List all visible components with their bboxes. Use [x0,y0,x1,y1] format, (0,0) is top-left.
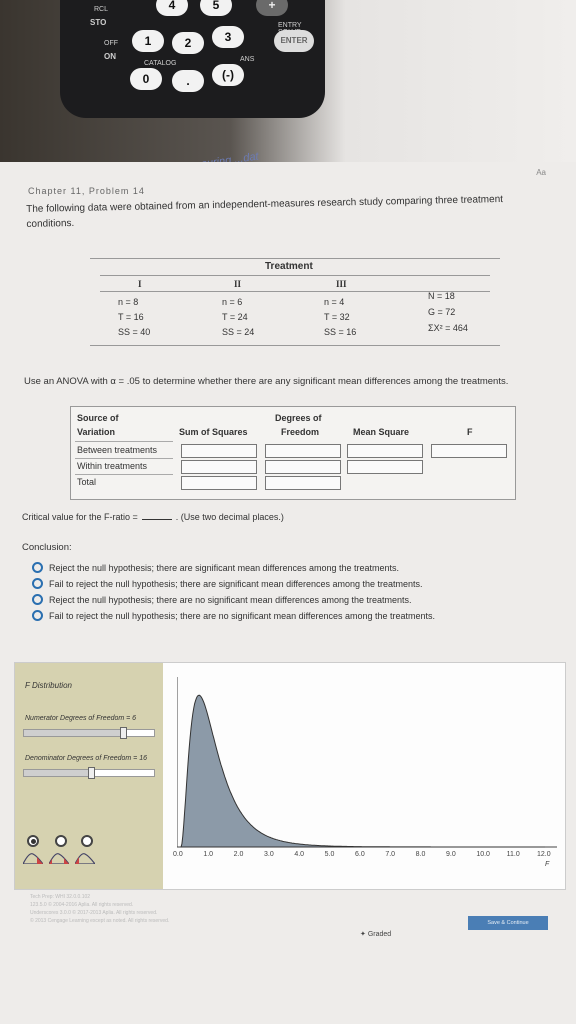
header-df-line2: Freedom [281,427,320,437]
option-text: Fail to reject the null hypothesis; there are significant mean differences among the treatments. [49,579,423,589]
row-within-label: Within treatments [77,461,148,471]
slider-fill [24,770,91,776]
total-sx2: ΣX² = 464 [428,323,468,333]
copyright-line-4: © 2013 Cengage Learning except as noted. All rights reserved. [30,918,170,924]
col3-n: n = 4 [324,297,345,307]
within-ss-input[interactable] [181,460,257,474]
calc-key-5: 5 [200,0,232,16]
left-tail-icon [75,852,95,864]
radio-button[interactable] [32,562,43,573]
critical-value-label: Critical value for the F-ratio = [22,512,138,522]
x-tick-label: 10.0 [476,851,490,858]
x-tick-label: 5.0 [324,851,335,858]
f-ratio-input[interactable] [431,444,507,458]
copyright-line-1: Tech Prep: WHI 32.0.0.102 [30,894,91,900]
calculator-photo [0,0,576,170]
x-axis-label: F [545,861,550,868]
total-g: G = 72 [428,307,456,317]
header-sum-of-squares: Sum of Squares [179,427,248,437]
x-tick-label: 7.0 [385,851,396,858]
header-source-line1: Source of [77,413,119,423]
calc-key-dot: . [172,70,204,92]
f-distribution-widget [14,662,566,890]
total-df-input[interactable] [265,476,341,490]
homework-page [0,162,576,1024]
anova-table [70,406,516,500]
x-tick-label: 6.0 [355,851,365,858]
graded-icon: ✦ [360,931,368,938]
col-header-2: II [234,279,242,289]
calc-label-entry: ENTRY [278,22,302,29]
calc-key-2: 2 [172,32,204,54]
calc-key-0: 0 [130,68,162,90]
x-tick-label: 2.0 [233,851,244,858]
header-df-line1: Degrees of [275,413,322,423]
denominator-df-label: Denominator Degrees of Freedom = 16 [25,755,147,762]
header-mean-square: Mean Square [353,427,410,437]
f-distribution-plot [177,677,557,849]
slider-thumb[interactable] [88,767,95,779]
calculator-body [60,0,325,118]
treatment-heading: Treatment [265,261,313,272]
calc-label-off: OFF [104,40,118,47]
col1-ss: SS = 40 [118,327,151,337]
x-tick-label: 11.0 [506,851,520,858]
col1-t: T = 16 [118,312,144,322]
slider-fill [24,730,123,736]
calc-label-catalog: CATALOG [144,60,177,67]
within-df-input[interactable] [265,460,341,474]
row-separator [75,441,173,442]
graded-indicator [360,930,391,938]
calc-label-on: ON [104,52,116,61]
copyright-line-3: Underscores 3.0.0 © 2017-2013 Aplia. All rights reserved. [30,910,158,916]
radio-button[interactable] [32,610,43,621]
x-tick-label: 9.0 [446,851,456,858]
calc-label-sto: STO [90,18,107,27]
f-distribution-title: F Distribution [25,681,72,690]
row-separator [75,474,173,475]
table-rule [100,275,490,276]
col-header-1: I [138,279,142,289]
problem-intro: The following data were obtained from an independent-measures research study comparing three treatment conditions. [26,194,504,230]
between-ms-input[interactable] [347,444,423,458]
option-text: Fail to reject the null hypothesis; there are no significant mean differences among the treatments. [49,611,436,621]
chapter-header: Chapter 11, Problem 14 [28,186,145,196]
x-tick-label: 4.0 [294,851,305,858]
conclusion-option-3[interactable] [32,594,412,605]
between-df-input[interactable] [265,444,341,458]
conclusion-option-1[interactable] [32,562,399,573]
radio-button[interactable] [32,594,43,605]
option-text: Reject the null hypothesis; there are significant mean differences among the treatments. [49,563,400,573]
between-ss-input[interactable] [181,444,257,458]
x-tick-label: 1.0 [203,851,214,858]
calc-label-ans: ANS [240,56,255,63]
row-total-label: Total [77,477,97,487]
graded-label: Graded [367,931,392,938]
save-continue-button[interactable]: Save & Continue [468,916,548,930]
calc-key-negative: (-) [212,64,244,86]
x-tick-label: 12.0 [537,851,551,858]
anova-question: Use an ANOVA with α = .05 to determine whether there are any significant mean differences among the treatments. [24,376,509,387]
radio-button[interactable] [32,578,43,589]
calc-key-3: 3 [212,26,244,48]
total-n: N = 18 [428,291,455,301]
calc-key-enter: ENTER [274,30,314,52]
tail-option-radio-3[interactable] [81,835,93,847]
calc-key-4: 4 [156,0,188,16]
critical-value-row [22,512,284,522]
col3-ss: SS = 16 [324,327,357,337]
f-distribution-controls [15,663,163,889]
critical-value-input[interactable] [142,519,172,520]
f-density-curve [181,695,545,847]
col3-t: T = 32 [324,312,350,322]
denominator-df-slider[interactable] [23,769,155,777]
tail-option-radio-1[interactable] [27,835,39,847]
conclusion-option-2[interactable] [32,578,423,589]
conclusion-option-4[interactable] [32,610,435,621]
x-tick-label: 3.0 [264,851,274,858]
text-size-toggle[interactable]: Aa [536,168,546,177]
one-tail-icon [23,852,43,864]
treatment-data-table [90,258,500,346]
col2-n: n = 6 [222,297,243,307]
critical-value-hint: . (Use two decimal places.) [175,512,284,522]
option-text: Reject the null hypothesis; there are no significant mean differences among the treatments. [49,595,412,605]
page-footer [0,894,576,944]
copyright-line-2: 123.5.0 © 2004-2016 Aplia. All rights reserved. [30,902,134,908]
header-source-line2: Variation [77,427,116,437]
calc-key-1: 1 [132,30,164,52]
slider-thumb[interactable] [120,727,127,739]
conclusion-label: Conclusion: [22,542,72,553]
x-tick-label: 0.0 [173,851,183,858]
row-between-label: Between treatments [77,445,158,455]
two-tail-icon [49,852,69,864]
numerator-df-slider[interactable] [23,729,155,737]
tail-option-radio-2[interactable] [55,835,67,847]
numerator-df-label: Numerator Degrees of Freedom = 6 [25,715,137,722]
total-ss-input[interactable] [181,476,257,490]
col2-t: T = 24 [222,312,248,322]
calc-key-plus: + [256,0,288,16]
x-tick-label: 8.0 [415,851,426,858]
col2-ss: SS = 24 [222,327,255,337]
within-ms-input[interactable] [347,460,423,474]
row-separator [75,458,173,459]
col1-n: n = 8 [118,297,139,307]
header-f: F [467,427,473,437]
col-header-3: III [336,279,347,289]
calc-label-rcl: RCL [94,6,109,13]
